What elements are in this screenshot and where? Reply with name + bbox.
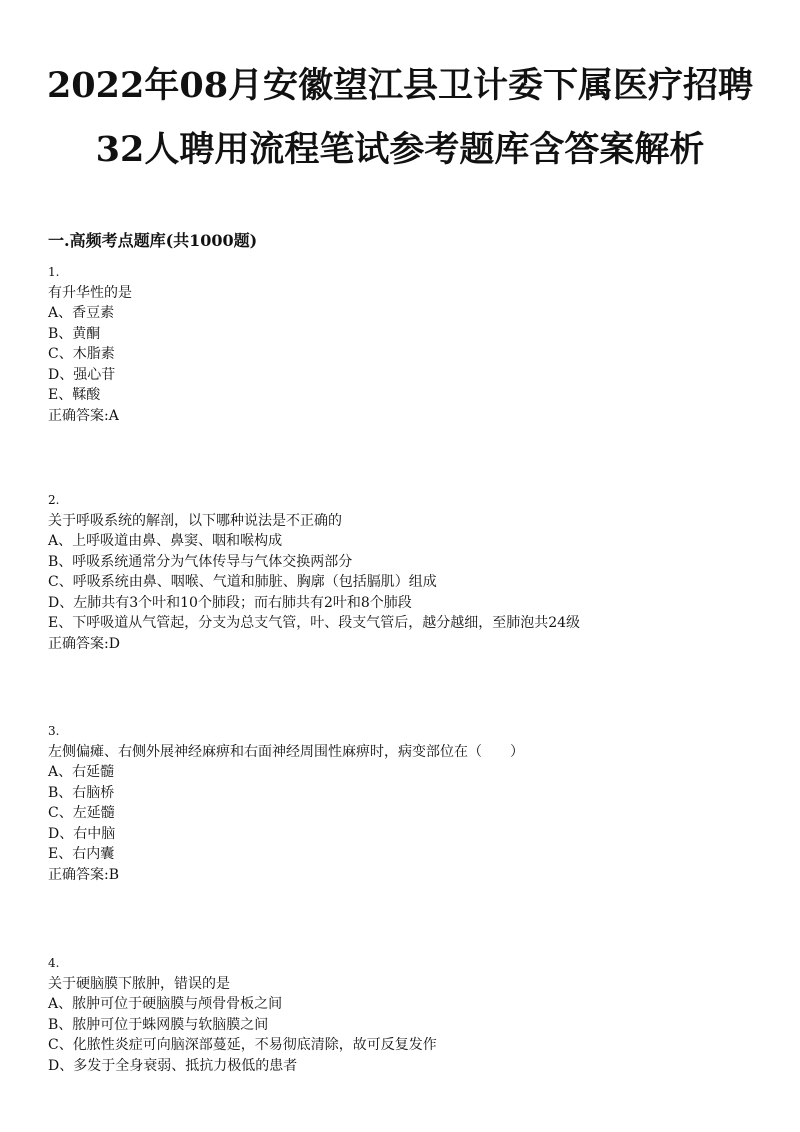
question-number: 2. xyxy=(48,493,60,507)
option-c: C、木脂素 xyxy=(48,346,115,362)
option-a: A、右延髓 xyxy=(48,764,115,780)
question-stem: 左侧偏瘫、右侧外展神经麻痹和右面神经周围性麻痹时，病变部位在（ ） xyxy=(48,743,524,760)
question-number: 1. xyxy=(48,265,60,279)
correct-answer: 正确答案:D xyxy=(48,635,120,652)
option-e: E、鞣酸 xyxy=(48,387,101,403)
option-a: A、香豆素 xyxy=(48,305,115,321)
correct-answer: 正确答案:A xyxy=(48,407,119,424)
option-d: D、多发于全身衰弱、抵抗力极低的患者 xyxy=(48,1057,298,1074)
option-a: A、上呼吸道由鼻、鼻窦、咽和喉构成 xyxy=(48,533,283,549)
document-title-line-2: 32人聘用流程笔试参考题库含答案解析 xyxy=(95,129,705,170)
option-d: D、左肺共有3个叶和10个肺段；而右肺共有2叶和8个肺段 xyxy=(48,594,412,611)
option-e: E、下呼吸道从气管起，分支为总支气管，叶、段支气管后，越分越细，至肺泡共24级 xyxy=(48,615,581,631)
option-e: E、右内囊 xyxy=(48,846,115,862)
option-b: B、脓肿可位于蛛网膜与软脑膜之间 xyxy=(48,1016,269,1033)
option-d: D、强心苷 xyxy=(48,366,116,383)
question-number: 4. xyxy=(48,956,60,970)
question-stem: 有升华性的是 xyxy=(48,284,132,301)
correct-answer: 正确答案:B xyxy=(48,866,120,883)
option-c: C、左延髓 xyxy=(48,805,115,821)
option-b: B、呼吸系统通常分为气体传导与气体交换两部分 xyxy=(48,553,353,570)
question-1 xyxy=(48,262,132,426)
option-c: C、化脓性炎症可向脑深部蔓延，不易彻底清除，故可反复发作 xyxy=(48,1037,437,1053)
question-3 xyxy=(48,721,524,885)
option-d: D、右中脑 xyxy=(48,825,116,842)
question-2 xyxy=(48,490,580,654)
option-a: A、脓肿可位于硬脑膜与颅骨骨板之间 xyxy=(48,996,283,1012)
section-heading: 一.高频考点题库(共1000题) xyxy=(48,231,258,250)
question-stem: 关于硬脑膜下脓肿，错误的是 xyxy=(48,975,230,992)
question-4 xyxy=(48,953,437,1076)
option-c: C、呼吸系统由鼻、咽喉、气道和肺脏、胸廓（包括膈肌）组成 xyxy=(48,574,437,590)
document-title-line-1: 2022年08月安徽望江县卫计委下属医疗招聘 xyxy=(46,65,754,106)
question-number: 3. xyxy=(48,724,60,738)
option-b: B、黄酮 xyxy=(48,325,101,342)
option-b: B、右脑桥 xyxy=(48,784,115,801)
question-stem: 关于呼吸系统的解剖，以下哪种说法是不正确的 xyxy=(48,512,342,529)
